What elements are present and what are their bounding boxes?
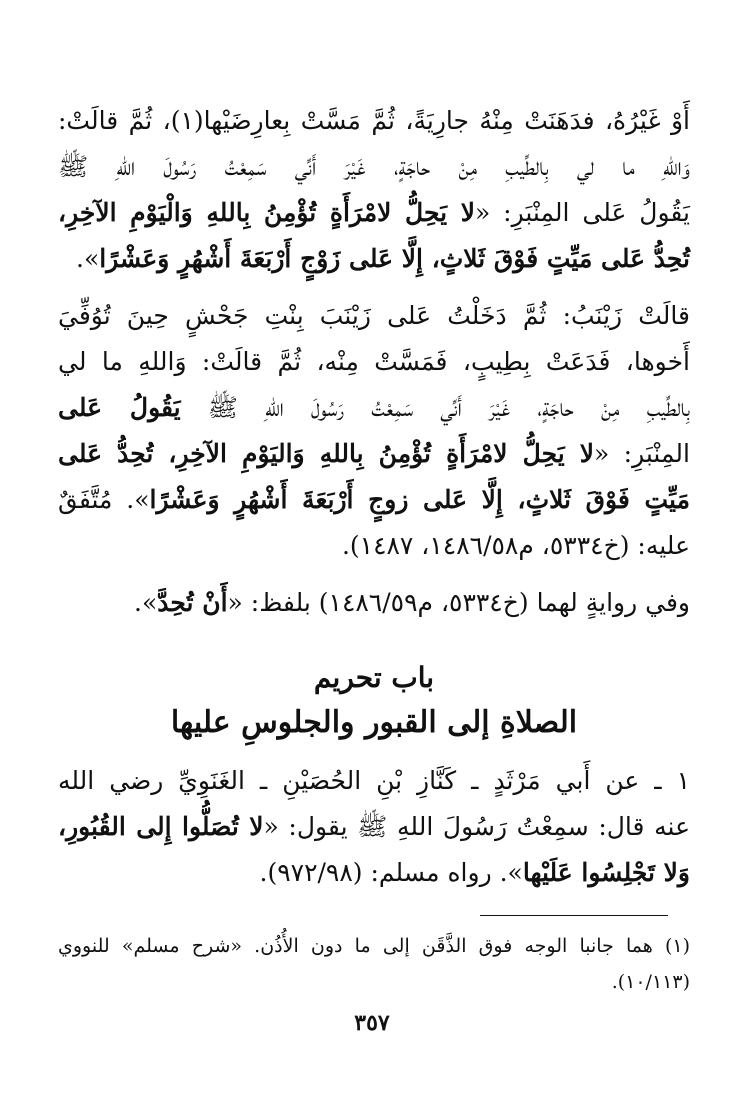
text-line: وَلا تَجْلِسُوا عَلَيْها». رواه مسلم: (٩٧٢/٩٨).: [259, 858, 690, 887]
chapter-title-line-2: الصلاةِ إلى القبور والجلوسِ عليها: [170, 705, 578, 740]
text-line: أَخوها، فَدَعَتْ بِطِيبٍ، فَمَسَّتْ مِنْه، ثُمَّ قالَتْ: وَاللهِ ما لي: [58, 347, 690, 376]
text-line: يَقُولُ عَلى المِنْبَرِ: «لا يَحِلُّ لامْرَأَةٍ تُؤْمِنُ بِاللهِ وَالْيَوْمِ الآخِرِ،: [58, 198, 690, 227]
text-line: تُحِدُّ عَلى مَيِّتٍ فَوْقَ ثَلاثٍ، إِلَّا عَلى زَوْجٍ أَرْبَعَةَ أَشْهُرٍ وَعَشْرًا».: [76, 244, 690, 273]
footnote-line: (١٠/١١٣).: [611, 971, 690, 993]
text-line: ١ ـ عن أَبي مَرْثَدٍ ـ كَنَّازِ بْنِ الحُصَيْنِ ـ الغَنَوِيِّ رضي الله: [58, 766, 690, 795]
chapter-title-line-1: باب تحريم: [313, 661, 435, 694]
footnote-divider: [480, 915, 668, 916]
footnote: [58, 928, 690, 1000]
text-line: بِالطِّيبِ مِنْ حاجَةٍ، غَيْرَ أَنِّي سَمِعْتُ رَسُولَ اللهِ ﷺ يَقُولُ عَلى: [58, 393, 691, 422]
hadith-paragraph: [58, 758, 690, 896]
page-number: ٣٥٧: [354, 1010, 390, 1036]
text-line: المِنْبَرِ: «لا يَحِلُّ لامْرَأَةٍ تُؤْمِنُ بِاللهِ وَاليَوْمِ الآخِرِ، تُحِدُّ عَلى: [58, 439, 690, 468]
paragraph-1: [58, 98, 690, 282]
text-line: عنه قال: سمِعْتُ رَسُولَ اللهِ ﷺ يقول: «لا تُصَلُّوا إِلى القُبُورِ،: [58, 812, 690, 841]
paragraph-2: [58, 293, 690, 569]
text-line: أَوْ غَيْرُهُ، فدَهَنَتْ مِنْهُ جارِيَةً، ثُمَّ مَسَّتْ بِعارِضَيْها(١)، ثُمَّ قالَتْ:: [58, 106, 691, 135]
footnote-line: (١) هما جانبا الوجه فوق الذَّقَن إلى ما دون الأُذُن. «شرح مسلم» للنووي: [58, 935, 690, 957]
text-line: وفي روايةٍ لهما (خ٥٣٣٤، م١٤٨٦/٥٩) بلفظ: «أَنْ تُحِدَّ».: [134, 588, 690, 617]
text-line: وَاللهِ ما لي بِالطِّيبِ مِنْ حاجَةٍ، غَيْرَ أَنِّي سَمِعْتُ رَسُولَ اللهِ ﷺ: [58, 152, 690, 181]
text-line: مَيِّتٍ فَوْقَ ثَلاثٍ، إِلَّا عَلى زوجٍ أَرْبَعَةَ أَشْهُرٍ وَعَشْرًا». مُتَّفَقٌ: [58, 485, 690, 514]
paragraph-3: [58, 580, 690, 626]
text-line: قالَتْ زَيْنَبُ: ثُمَّ دَخَلْتُ عَلى زَيْنَبَ بِنْتِ جَحْشٍ حِينَ تُوُفِّيَ: [58, 301, 690, 330]
text-line: عليه: (خ٥٣٣٤، م١٤٨٦/٥٨، ١٤٨٧).: [341, 531, 690, 560]
